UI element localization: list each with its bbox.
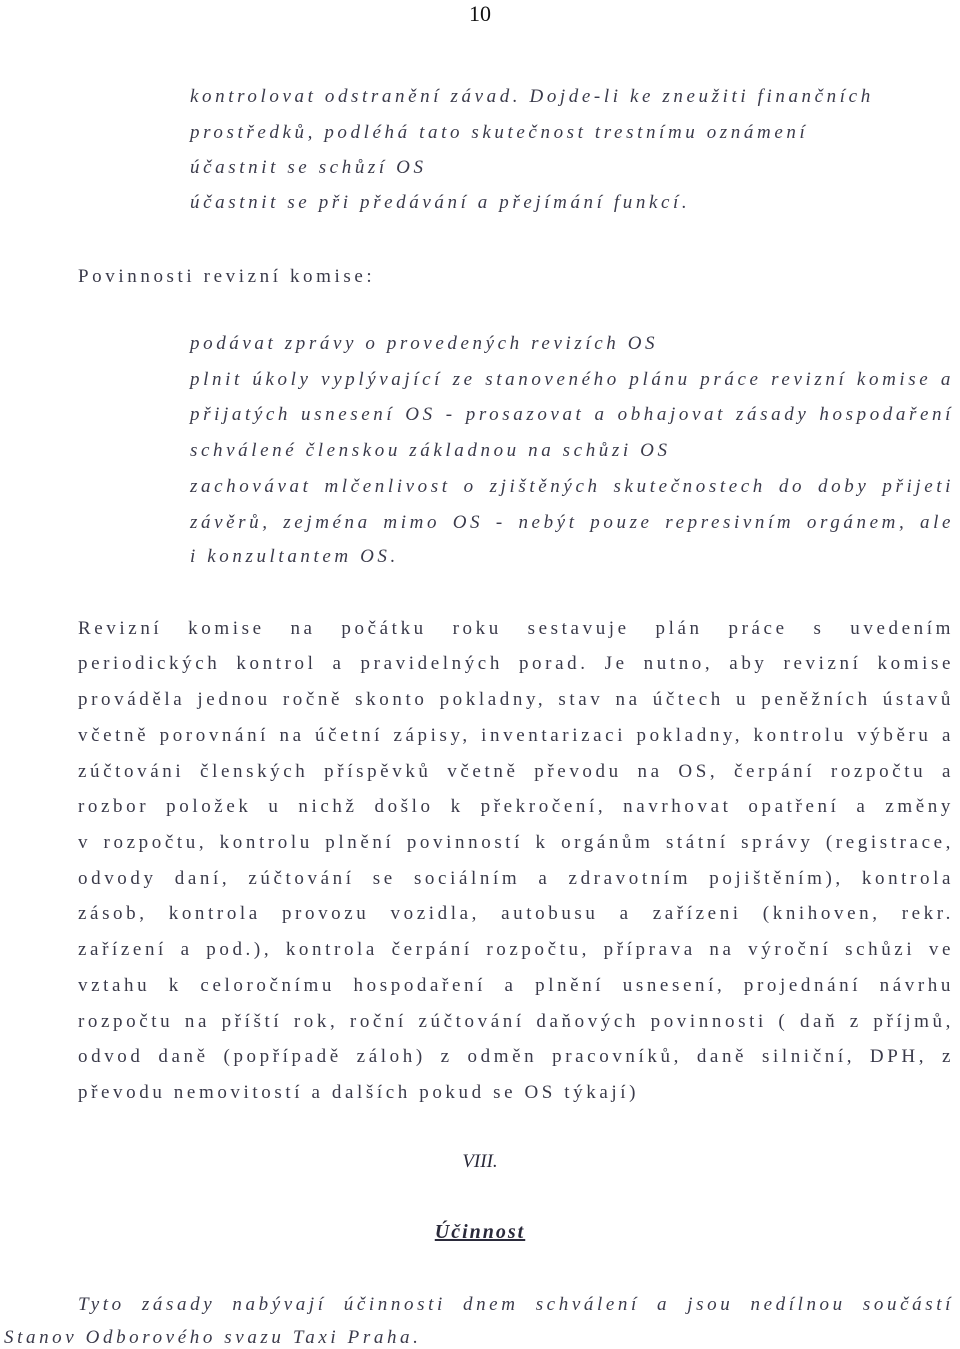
- duty-line: podávat zprávy o provedených revizích OS: [190, 333, 659, 354]
- paragraph-line: rozbor položek u nichž došlo k překročení, navrhovat opatření a změny: [78, 796, 954, 817]
- paragraph-line: zařízení a pod.), kontrola čerpání rozpočtu, příprava na výroční schůzi ve: [78, 939, 954, 960]
- section-number: VIII.: [462, 1151, 498, 1172]
- page-number: 10: [469, 1, 491, 26]
- duty-line: schválené členskou základnou na schůzi OS: [190, 440, 671, 461]
- paragraph-line: Revizní komise na počátku roku sestavuje plán práce s uvedením: [78, 618, 954, 639]
- paragraph-line: zúčtováni členských příspěvků včetně převodu na OS, čerpání rozpočtu a: [78, 761, 954, 782]
- paragraph-line: rozpočtu na příští rok, roční zúčtování daňových povinnosti ( daň z příjmů,: [78, 1011, 954, 1032]
- paragraph-line: odvody daní, zúčtování se sociálním a zdravotním pojištěním), kontrola: [78, 868, 954, 889]
- paragraph-line: odvod daně (popřípadě záloh) z odměn pracovníků, daně silniční, DPH, z: [78, 1046, 954, 1067]
- duty-line: přijatých usnesení OS - prosazovat a obhajovat zásady hospodaření: [190, 404, 954, 425]
- duty-line: plnit úkoly vyplývající ze stanoveného plánu práce revizní komise a: [190, 369, 954, 390]
- list-item: kontrolovat odstranění závad. Dojde-li ke zneužiti finančních: [190, 86, 874, 107]
- paragraph-line: zásob, kontrola provozu vozidla, autobusu a zařízeni (knihoven, rekr.: [78, 903, 954, 924]
- duties-heading: Povinnosti revizní komise:: [78, 266, 376, 287]
- duty-line: i konzultantem OS.: [190, 546, 399, 567]
- paragraph-line: vztahu k celoročnímu hospodaření a plnění usnesení, projednání návrhu: [78, 975, 954, 996]
- list-item: účastnit se schůzí OS: [190, 157, 427, 178]
- duty-line: zachovávat mlčenlivost o zjištěných skutečnostech do doby přijeti: [190, 476, 954, 497]
- paragraph-line: v rozpočtu, kontrolu plnění povinností k orgánům státní správy (registrace,: [78, 832, 954, 853]
- paragraph-line: prováděla jednou ročně skonto pokladny, stav na účtech u peněžních ústavů: [78, 689, 954, 710]
- paragraph-line: periodických kontrol a pravidelných porad. Je nutno, aby revizní komise: [78, 653, 954, 674]
- paragraph-line: převodu nemovitostí a dalších pokud se OS týkají): [78, 1082, 640, 1103]
- paragraph-line: včetně porovnání na účetní zápisy, inventarizaci pokladny, kontrolu výběru a: [78, 725, 954, 746]
- closing-line: Stanov Odborového svazu Taxi Praha.: [4, 1327, 422, 1348]
- section-title: Účinnost: [434, 1221, 526, 1243]
- duty-line: závěrů, zejména mimo OS - nebýt pouze represivním orgánem, ale: [190, 512, 954, 533]
- closing-line: Tyto zásady nabývají účinnosti dnem schválení a jsou nedílnou součástí: [78, 1294, 954, 1315]
- list-item: prostředků, podléhá tato skutečnost trestnímu oznámení: [190, 122, 809, 143]
- list-item: účastnit se při předávání a přejímání funkcí.: [190, 192, 691, 213]
